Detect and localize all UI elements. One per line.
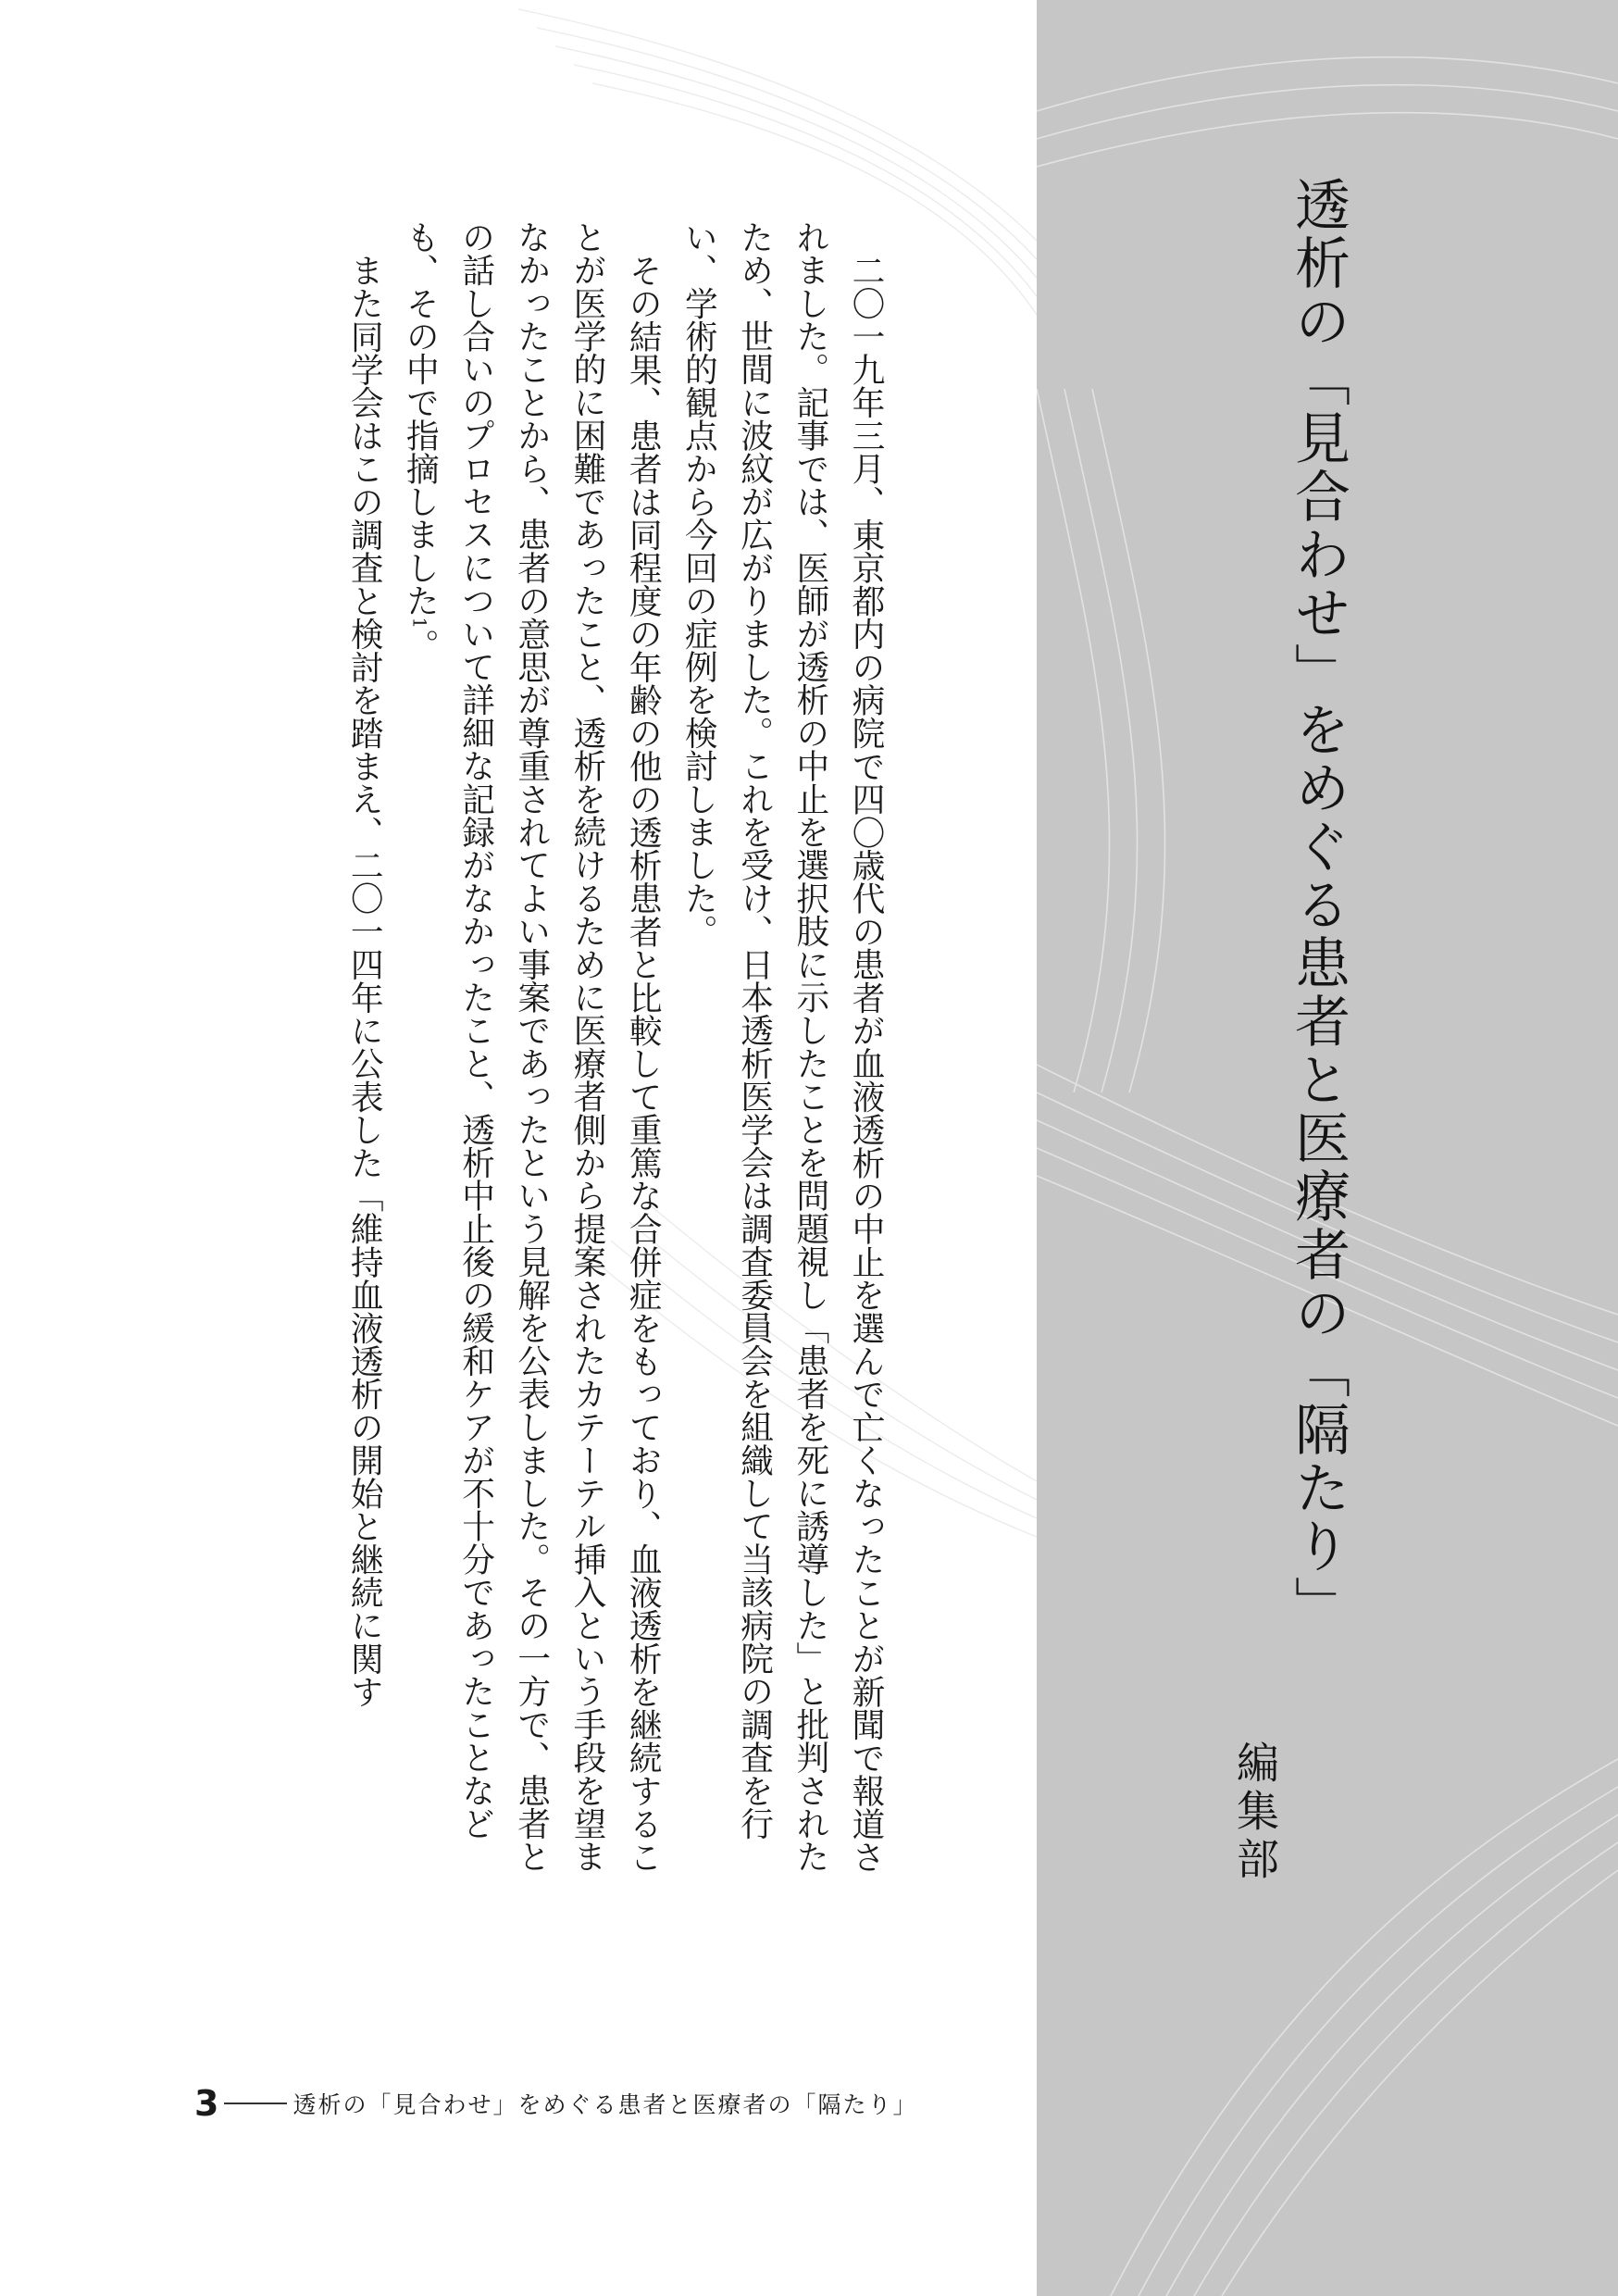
page-number: 3 bbox=[194, 2083, 219, 2124]
article-title: 透析の「見合わせ」をめぐる患者と医療者の「隔たり」 bbox=[1286, 176, 1350, 1634]
footer-rule bbox=[224, 2103, 287, 2104]
body-paragraph-2 bbox=[392, 220, 670, 1896]
article-body bbox=[190, 220, 893, 1896]
body-paragraph-2-text: その結果、患者は同程度の年齢の他の透析患者と比較して重篤な合併症をもっており、血液透析を継続することが医学的に困難であったこと、透析を続けるために医療者側から提案されたカテーテル挿入という手段を望まなかったことから、患者の意思が尊重されてよい事案であったという見解を公表しました。その一方で、患者との話し合いのプロセスについて詳細な記録がなかったこと、透析中止後の緩和ケアが不十分であったことなども、その中で指摘しました bbox=[401, 220, 663, 1873]
body-paragraph-3: また同学会はこの調査と検討を踏まえ、二〇一四年に公表した「維持血液透析の開始と継続に関す bbox=[345, 253, 384, 1708]
page-footer bbox=[194, 2085, 917, 2122]
body-paragraph-1: 二〇一九年三月、東京都内の病院で四〇歳代の患者が血液透析の中止を選んで亡くなったことが新聞で報道されました。記事では、医師が透析の中止を選択肢に示したことを問題視し「患者を死に誘導した」と批判されたため、世間に波紋が広がりました。これを受け、日本透析医学会は調査委員会を組織して当該病院の調査を行い、学術的観点から今回の症例を検討しました。 bbox=[679, 220, 885, 1873]
running-title: 透析の「見合わせ」をめぐる患者と医療者の「隔たり」 bbox=[292, 2091, 918, 2118]
sentence-end: 。 bbox=[401, 629, 440, 662]
footnote-ref: 1 bbox=[408, 617, 431, 630]
byline: 編集部 bbox=[1230, 1741, 1280, 1885]
